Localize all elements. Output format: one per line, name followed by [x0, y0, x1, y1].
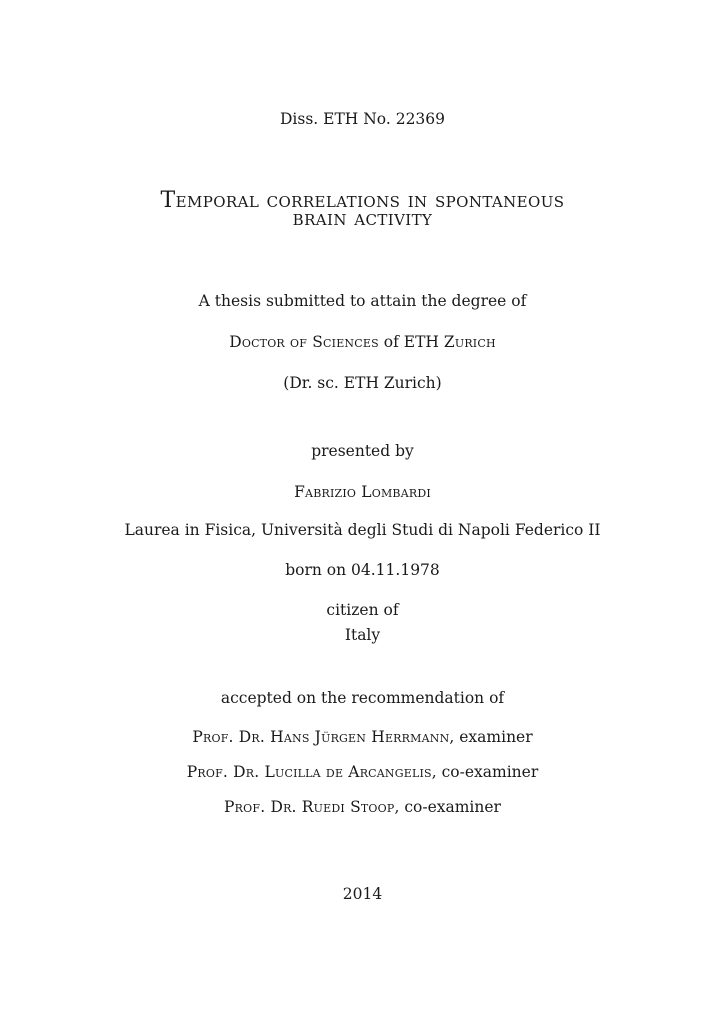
dissertation-number: Diss. ETH No. 22369	[279, 110, 446, 128]
degree-intro: A thesis submitted to attain the degree of	[198, 292, 527, 310]
degree-name-part-2: of ETH	[378, 333, 444, 351]
author-prior-degree: Laurea in Fisica, Università degli Studi di Napoli Federico II	[124, 521, 601, 539]
examiner-1-name: Prof. Dr. Hans Jürgen Herrmann	[192, 728, 450, 746]
thesis-title-line-1: Temporal correlations in spontaneous	[160, 188, 565, 213]
examiner-2	[0, 762, 725, 782]
recommendation-intro: accepted on the recommendation of	[220, 689, 505, 707]
examiner-3	[0, 797, 725, 817]
citizen-label: citizen of	[326, 601, 399, 619]
publication-year: 2014	[342, 885, 383, 903]
examiner-3-name: Prof. Dr. Ruedi Stoop	[224, 798, 395, 816]
degree-name-part-3: Zurich	[443, 333, 496, 351]
degree-abbreviation: (Dr. sc. ETH Zurich)	[283, 374, 442, 392]
examiner-2-role: , co-examiner	[431, 763, 539, 781]
thesis-title-line-2: brain activity	[292, 206, 433, 231]
degree-name-part-1: Doctor of Sciences	[229, 333, 379, 351]
citizenship: Italy	[344, 626, 381, 644]
author-birth-date: born on 04.11.1978	[285, 561, 440, 579]
examiner-1	[0, 727, 725, 747]
degree-name	[0, 332, 725, 352]
author-name: Fabrizio Lombardi	[294, 483, 431, 501]
examiner-3-role: , co-examiner	[394, 798, 501, 816]
presented-by: presented by	[311, 442, 414, 460]
examiner-2-name: Prof. Dr. Lucilla de Arcangelis	[186, 763, 432, 781]
examiner-1-role: , examiner	[449, 728, 533, 746]
